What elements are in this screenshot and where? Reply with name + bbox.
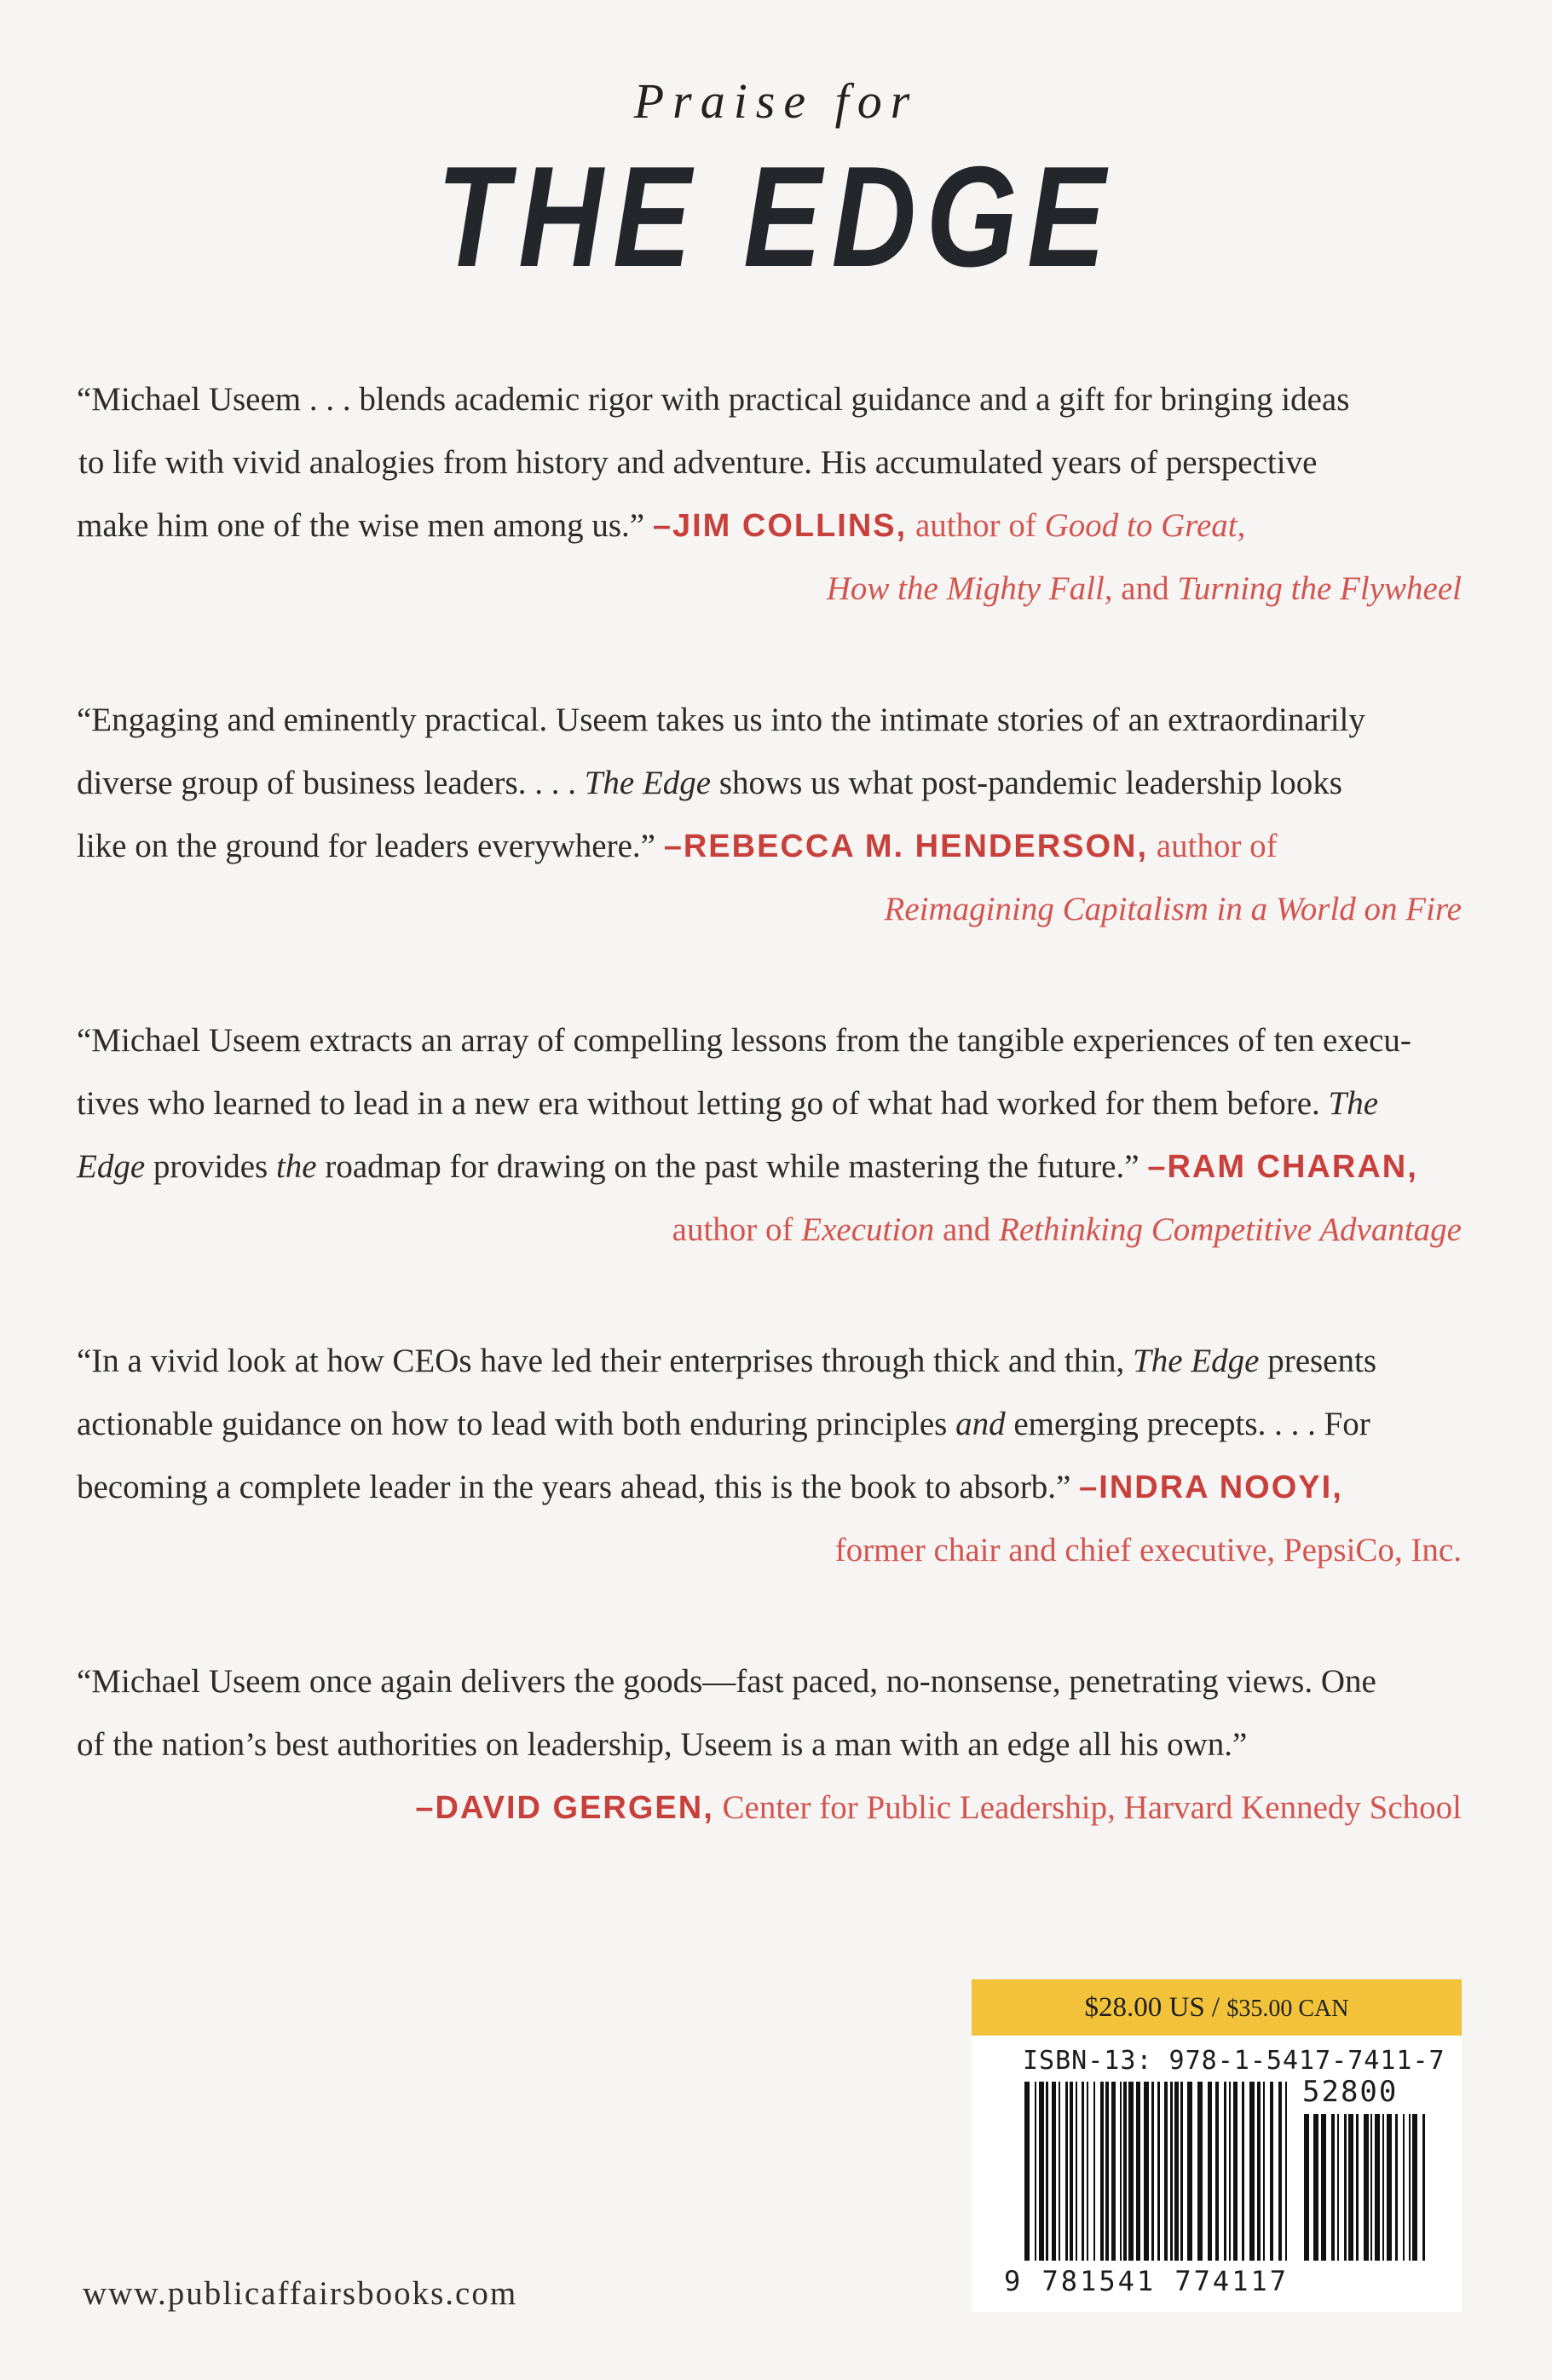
barcode-bar [1364, 2114, 1369, 2261]
attribution-name: –JIM COLLINS, [652, 508, 908, 544]
barcode-bar [1070, 2082, 1073, 2261]
barcode-bar [1120, 2082, 1122, 2261]
attribution-work: How the Mighty Fall, [826, 570, 1113, 607]
barcode-bar [1180, 2082, 1183, 2261]
barcode-bar [1249, 2082, 1255, 2261]
barcode-bar [1270, 2082, 1273, 2261]
attribution-work: Reimagining Capitalism in a World on Fire [884, 891, 1462, 927]
attribution [653, 507, 1246, 544]
quote-text: “In a vivid look at how CEOs have led their enterprises through thick and thin, [77, 1343, 1125, 1379]
quote-text: make him one of the wise men among us.” [77, 507, 645, 544]
attribution-role: author of [914, 507, 1036, 544]
attribution-conj: and [1121, 570, 1169, 607]
quote-line: “Michael Useem extracts an array of compelling lessons from the tangible experiences of ten execu- [77, 1022, 1411, 1059]
quote-text: shows us what post-pandemic leadership looks [718, 765, 1342, 801]
barcode-bar [1403, 2114, 1405, 2261]
barcode-bar [1208, 2082, 1212, 2261]
barcode-bar [1313, 2114, 1318, 2261]
quote-rebecca-henderson [77, 689, 1462, 941]
barcode-bar [1076, 2082, 1077, 2261]
book-title-inline: The Edge [1133, 1343, 1260, 1379]
attribution-role: author of [672, 1211, 793, 1248]
quote-line [77, 815, 1462, 878]
barcode-icon [1023, 2082, 1291, 2261]
barcode-addon-icon [1302, 2114, 1430, 2261]
barcode-bar [1059, 2082, 1060, 2261]
barcode-bar [1087, 2082, 1088, 2261]
barcode-bar [1052, 2082, 1056, 2261]
quote-line [77, 1456, 1462, 1519]
barcode-bar [1123, 2082, 1127, 2261]
quote-line: to life with vivid analogies from history and adventure. His accumulated years of perspective [78, 444, 1318, 481]
barcode-bar [1105, 2082, 1109, 2261]
attribution [664, 828, 1278, 864]
quote-jim-collins [77, 368, 1462, 621]
barcode-bar [1174, 2082, 1179, 2261]
barcode-bar [1082, 2082, 1084, 2261]
price-us: $28.00 US / [1084, 1992, 1220, 2023]
quote-line [77, 494, 1462, 557]
quote-text: diverse group of business leaders. . . . [77, 765, 576, 801]
book-title-inline: The [1328, 1085, 1379, 1122]
barcode-bar [1039, 2082, 1044, 2261]
barcode-bar [1093, 2082, 1095, 2261]
barcode-digits: 9 781541 774117 [1004, 2265, 1289, 2297]
quote-line: of the nation’s best authorities on leadership, Useem is a man with an edge all his own.” [77, 1726, 1248, 1763]
quote-text: provides [153, 1148, 268, 1185]
attribution-role: former chair and chief executive, PepsiCo, Inc. [834, 1532, 1462, 1568]
quote-indra-nooyi [77, 1330, 1462, 1582]
emphasis-text: the [275, 1148, 317, 1185]
attribution-line [77, 1776, 1462, 1840]
quote-text: roadmap for drawing on the past while mastering the future.” [325, 1148, 1139, 1185]
price-can: $35.00 CAN [1226, 1996, 1349, 2022]
quote-line: “Michael Useem once again delivers the goods—fast paced, no-nonsense, penetrating views. One [77, 1663, 1376, 1700]
quote-line [77, 1330, 1462, 1393]
book-title-inline: The Edge [584, 765, 712, 801]
attribution-name: –DAVID GERGEN, [415, 1790, 714, 1826]
barcode-bar [1024, 2082, 1030, 2261]
isbn-label: ISBN-13: 978-1-5417-7411-7 [1023, 2046, 1445, 2076]
price-code: 52800 [1302, 2075, 1399, 2109]
barcode-panel [972, 1979, 1462, 2312]
barcode-bar [1224, 2082, 1226, 2261]
barcode-bar [1157, 2082, 1160, 2261]
price-bar [972, 1979, 1462, 2036]
quote-line [77, 1393, 1462, 1456]
quote-text: actionable guidance on how to lead with both enduring principles [77, 1406, 948, 1442]
emphasis-text: and [955, 1406, 1006, 1442]
barcode-bar [1348, 2114, 1353, 2261]
quote-line: “Engaging and eminently practical. Useem takes us into the intimate stories of an extraordinarily [77, 702, 1365, 738]
barcode-bar [1344, 2114, 1347, 2261]
barcode-bar [1187, 2082, 1192, 2261]
attribution-work: Turning the Flywheel [1177, 570, 1462, 607]
quote-text: tives who learned to lead in a new era without letting go of what had worked for them before. [77, 1085, 1320, 1122]
barcode-bar [1144, 2082, 1149, 2261]
quote-line [77, 752, 1462, 815]
barcode-bar [1233, 2082, 1238, 2261]
barcode-bar [1331, 2114, 1335, 2261]
barcode-bar [1321, 2114, 1326, 2261]
quote-text: like on the ground for leaders everywhere.” [77, 828, 655, 864]
quote-text: becoming a complete leader in the years ahead, this is the book to absorb.” [77, 1469, 1071, 1505]
barcode-bar [1337, 2114, 1339, 2261]
praise-for-heading: Praise for [633, 73, 919, 129]
barcode-bar [1409, 2114, 1411, 2261]
barcode-bar [1422, 2114, 1425, 2261]
barcode-bar [1100, 2082, 1104, 2261]
barcode-bar [1111, 2082, 1116, 2261]
attribution-work: Rethinking Competitive Advantage [999, 1211, 1462, 1248]
quote-line [77, 1135, 1462, 1199]
barcode-bar [1229, 2082, 1231, 2261]
book-title-inline: Edge [77, 1148, 146, 1185]
barcode-bar [1387, 2114, 1392, 2261]
quote-text: emerging precepts. . . . For [1013, 1406, 1370, 1442]
barcode-bar [1046, 2082, 1048, 2261]
barcode-bar [1356, 2114, 1359, 2261]
barcode-bar [1164, 2082, 1168, 2261]
barcode-bar [1278, 2082, 1282, 2261]
barcode-bar [1382, 2114, 1384, 2261]
barcode-bar [1136, 2082, 1140, 2261]
publisher-url: www.publicaffairsbooks.com [83, 2275, 518, 2312]
attribution-name: –INDRA NOOYI, [1079, 1470, 1343, 1505]
attribution-role: author of [1156, 828, 1278, 864]
barcode-bar [1128, 2082, 1134, 2261]
attribution-work: Execution [801, 1211, 935, 1248]
barcode-bar [1304, 2114, 1309, 2261]
barcode-bar [1263, 2082, 1265, 2261]
attribution-name: –REBECCA M. HENDERSON, [663, 829, 1149, 864]
attribution-name: –RAM CHARAN, [1147, 1149, 1418, 1185]
attribution-line [77, 557, 1462, 621]
barcode-bar [1242, 2082, 1244, 2261]
attribution-work: Good to Great, [1044, 507, 1246, 544]
barcode-bar [1151, 2082, 1154, 2261]
quote-text: presents [1267, 1343, 1377, 1379]
attribution-conj: and [942, 1211, 991, 1248]
barcode-bar [1215, 2082, 1219, 2261]
barcode-bar [1257, 2082, 1261, 2261]
quote-ram-charan [77, 1009, 1462, 1262]
quote-line [77, 1072, 1462, 1135]
attribution-line [77, 1519, 1462, 1582]
quote-line: “Michael Useem . . . blends academic rigor with practical guidance and a gift for bringing ideas [77, 381, 1350, 418]
attribution-role: Center for Public Leadership, Harvard Kennedy School [722, 1789, 1462, 1826]
barcode-bar [1395, 2114, 1398, 2261]
barcode-bar [1285, 2082, 1287, 2261]
barcode-bar [1170, 2082, 1173, 2261]
barcode-bar [1412, 2114, 1417, 2261]
barcode-bar [1375, 2114, 1380, 2261]
attribution-line [77, 878, 1462, 941]
attribution-line [77, 1199, 1462, 1262]
book-title: THE EDGE [436, 136, 1116, 297]
barcode-bar [1197, 2082, 1203, 2261]
barcode-bar [1035, 2082, 1036, 2261]
barcode-bar [1370, 2114, 1372, 2261]
barcode-bar [1065, 2082, 1068, 2261]
quote-david-gergen [77, 1650, 1462, 1840]
